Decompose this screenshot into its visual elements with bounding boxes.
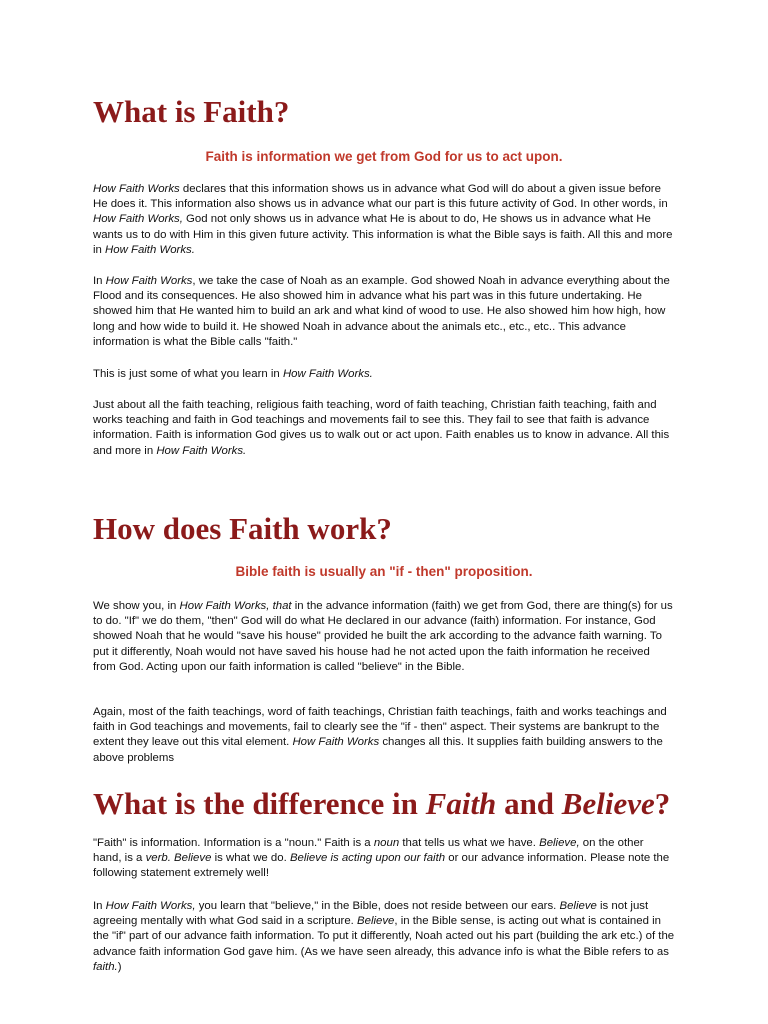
italic-text-run: Believe (561, 786, 655, 821)
italic-text-run: How Faith Works, that (179, 600, 292, 612)
italic-text-run: Faith (425, 786, 497, 821)
italic-text-run: How Faith Works (105, 275, 193, 287)
text-run: In (93, 275, 106, 287)
paragraph-4 (93, 398, 675, 459)
text-run: or our advance information. Please note the following statement extremely well! (93, 852, 670, 880)
italic-text-run: How Faith Works (292, 736, 380, 749)
subheading-faith-information: Faith is information we get from God for us to act upon. (205, 149, 563, 164)
text-run: on the other hand, is a (93, 837, 644, 865)
text-run: Just about all the faith teaching, religious faith teaching, word of faith teaching, Christian faith teaching, faith and works teaching and faith in God teachings and movements fail to see this. They fail to see that faith is advance information. Faith is information God gives us to walk out or act upon. Faith enables us to know in advance. All this and more in (93, 399, 670, 457)
paragraph-7 (93, 836, 675, 882)
italic-text-run: How Faith Works, (105, 900, 196, 912)
heading-faith-and-believe (93, 786, 670, 822)
text-run: that tells us what we have. (399, 837, 540, 849)
italic-text-run: faith. (93, 960, 118, 973)
italic-text-run: Believe (357, 915, 395, 928)
italic-text-run: noun (373, 837, 400, 849)
text-run: , we take the case of Noah as an example. God showed Noah in advance everything about the Flood and its consequences. He also showed him in advance what his part was in this future undertaking. He showed him that He wanted him to build an ark and what kind of wood to use. He also showed him how high, how long and how wide to build it. He showed Noah in advance about the animals etc., etc., etc.. This advance information is what the Bible calls "faith." (93, 275, 670, 348)
italic-text-run: How Faith Works. (105, 243, 195, 256)
text-run: is what we do. (211, 852, 290, 865)
italic-text-run: Believe (559, 900, 597, 912)
paragraph-8 (93, 899, 675, 975)
text-run: This is just some of what you learn in (93, 368, 283, 380)
text-run: How does Faith work? (93, 511, 392, 546)
text-run: you learn that "believe," in the Bible, does not reside between our ears. (195, 900, 560, 912)
text-run: In (93, 900, 106, 912)
italic-text-run: How Faith Works. (156, 444, 247, 457)
heading-what-is-faith (93, 94, 289, 130)
text-run: ? (654, 786, 671, 821)
paragraph-2 (93, 274, 675, 350)
text-run: God not only shows us in advance what He is about to do, He shows us in advance what He wants us to do with Him in this given future activity. This information is what the Bible says is faith. All this and more in (93, 213, 673, 256)
text-run: and (496, 786, 562, 821)
text-run: in the advance information (faith) we get from God, there are thing(s) for us to do. "If" we do them, "then" God will do what He declared in our advance (faith) information. For instance, God showed Noah that he would "save his house" provided he built the ark according to the advance faith warning. To put it differently, Noah would not have saved his house had he not acted upon the faith information he received from God. Acting upon our faith information is called "believe" in the Bible. (93, 600, 673, 673)
paragraph-3 (93, 367, 675, 382)
text-run: Again, most of the faith teachings, word of faith teachings, Christian faith teachings, faith and works teachings and faith in God teachings and movements, fail to clearly see the "if - then" aspect. Their systems are bankrupt to the extent they leave out this vital element. (93, 706, 667, 749)
text-run: changes all this. It supplies faith building answers to the above problems (93, 736, 663, 764)
text-run: , in the Bible sense, is acting out what is contained in the "if" part of our advance faith information. To put it differently, Noah acted out his part (building the ark etc.) of the advance faith information God gave him. (As we have seen already, this advance info is what the Bible refers to as (93, 915, 675, 958)
subheading-if-then: Bible faith is usually an "if - then" proposition. (235, 564, 533, 579)
italic-text-run: How Faith Works. (282, 368, 373, 380)
italic-text-run: verb. Believe (145, 852, 212, 865)
heading-how-does-faith-work (93, 511, 392, 547)
italic-text-run: Believe, (539, 837, 580, 849)
text-run: What is Faith? (93, 94, 290, 129)
italic-text-run: How Faith Works, (93, 213, 183, 226)
text-run: "Faith" is information. Information is a "noun." Faith is a (93, 837, 374, 849)
paragraph-6 (93, 705, 675, 766)
text-run: We show you, in (93, 600, 180, 612)
paragraph-5 (93, 599, 675, 675)
italic-text-run: Believe is acting upon our faith (289, 852, 446, 865)
text-run: What is the difference in (93, 786, 426, 821)
italic-text-run: How Faith Works (93, 183, 180, 195)
text-run: ) (117, 960, 122, 973)
text-run: declares that this information shows us in advance what God will do about a given issue before He does it. This information also shows us in advance what our part is this future activity of God. In other words, in (93, 183, 668, 211)
paragraph-1 (93, 182, 675, 258)
text-run: is not just agreeing mentally with what God said in a scripture. (93, 900, 649, 928)
